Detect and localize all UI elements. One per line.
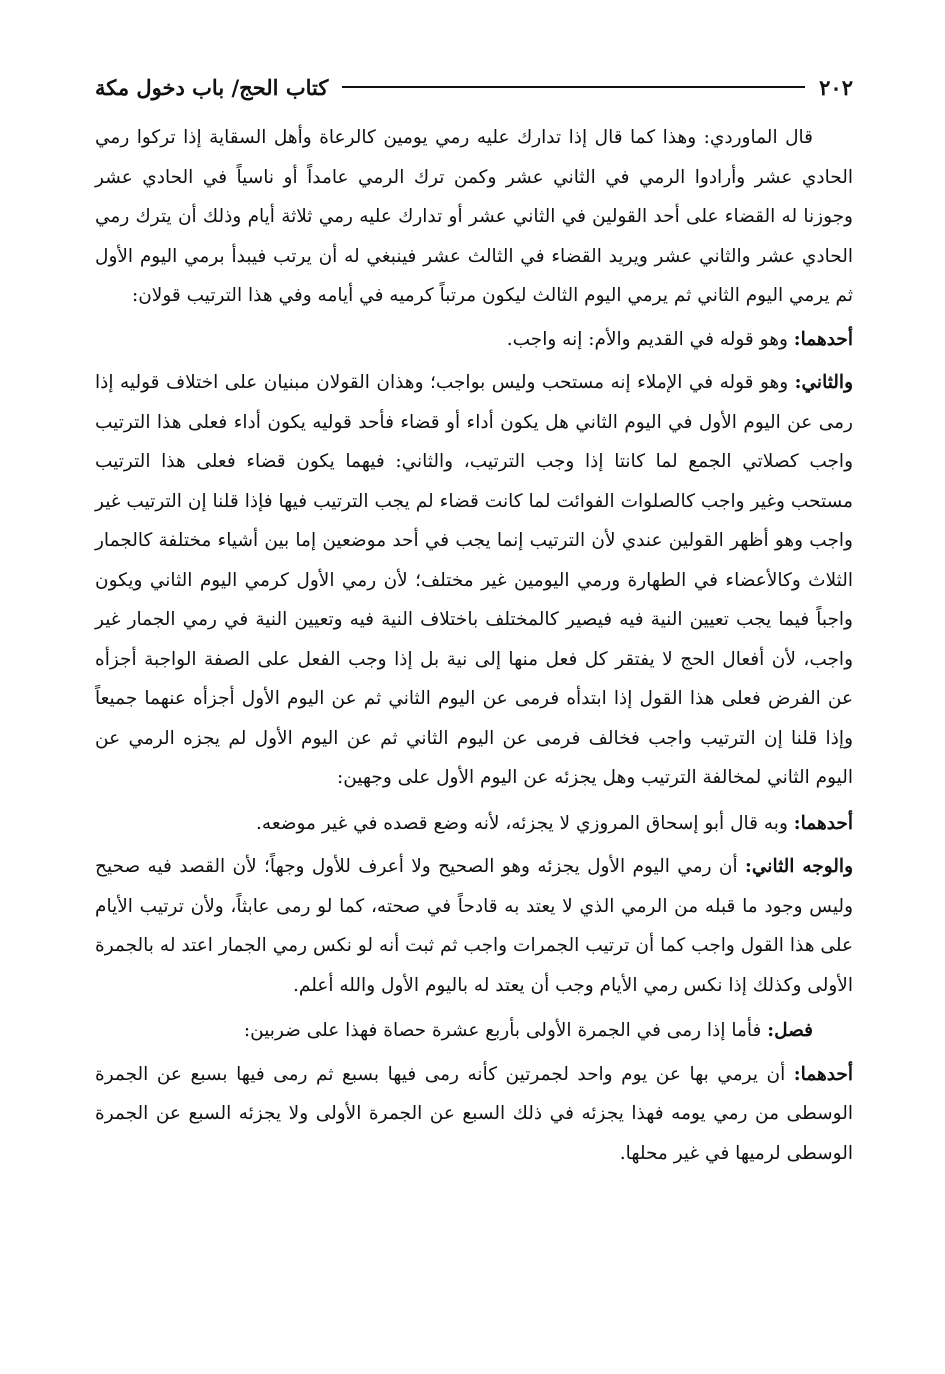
paragraph (95, 1011, 853, 1051)
paragraph-lead: والثاني: (794, 372, 853, 393)
paragraph (95, 1055, 853, 1174)
paragraph (95, 847, 853, 1005)
paragraph-lead: أحدهما: (793, 328, 853, 350)
paragraph-text: وهو قوله في الإملاء إنه مستحب وليس بواجب؛ وهذان القولان مبنيان على اختلاف قوليه إذا رمى عن اليوم الأول في اليوم الثاني هل يكون أداء أو قضاء فأحد قوليه يكون أداء فعلى هذا الترتيب واجب كصلاتي الجمع لما كانتا إذا وجب الترتيب، والثاني: فيهما يكون قضاء فعلى هذا الترتيب مستحب وغير واجب كالصلوات الفوائت لما كانت قضاء لم يجب الترتيب فيها فإذا قلنا إن الترتيب غير واجب وهو أظهر القولين عندي لأن الترتيب إنما يجب في أحد موضعين إما بين أشياء مختلفة كالجمار الثلاث وكالأعضاء في الطهارة ورمي اليومين غير مختلف؛ لأن رمي الأول كرمي اليوم الثاني ويكون واجباً فيما يجب تعيين النية فيه فيصير كالمختلف باختلاف النية فيه وتعيين النية في رمي الجمار غير واجب، لأن أفعال الحج لا يفتقر كل فعل منها إلى نية بل إذا وجب الفعل على الصفة الواجبة أجزأه عن الفرض فعلى هذا القول إذا ابتدأه فرمى عن اليوم الثاني ثم عن اليوم الأول أجزأه عنهما جميعاً وإذا قلنا إن الترتيب واجب فخالف فرمى عن اليوم الثاني ثم عن اليوم الأول لم يجزه الرمي عن اليوم الثاني لمخالفة الترتيب وهل يجزئه عن اليوم الأول على وجهين: (95, 372, 853, 788)
header-rule (342, 86, 805, 88)
paragraph-text: وهو قوله في القديم والأم: إنه واجب. (506, 328, 788, 350)
paragraph (95, 118, 853, 316)
paragraph-text: قال الماوردي: وهذا كما قال إذا تدارك عليه رمي يومين كالرعاة وأهل السقاية إذا تركوا رمي الحادي عشر وأرادوا الرمي في الثاني عشر وكمن ترك الرمي عامداً أو ناسياً في الحادي عشر وجوزنا له القضاء على أحد القولين في الثاني عشر أو تدارك عليه رمي ثلاثة أيام وذلك أن يترك رمي الحادي عشر والثاني عشر ويريد القضاء في الثالث عشر فينبغي له أن يرتب فيبدأ برمي اليوم الأول ثم يرمي اليوم الثاني ثم يرمي اليوم الثالث ليكون مرتباً كرميه في أيامه وفي هذا الترتيب قولان: (95, 127, 853, 306)
running-title: كتاب الحج/ باب دخول مكة (95, 74, 329, 100)
paragraph-text: وبه قال أبو إسحاق المروزي لا يجزئه، لأنه وضع قصده في غير موضعه. (256, 812, 788, 834)
paragraph-lead: فصل: (767, 1020, 813, 1041)
paragraph-lead: أحدهما: (793, 812, 853, 834)
page-body (95, 118, 853, 1173)
paragraph-text: أن رمي اليوم الأول يجزئه وهو الصحيح ولا أعرف للأول وجهاً؛ لأن القصد فيه صحيح وليس وجود ما قبله من الرمي الذي لا يعتد به قادحاً في صحته، كما لو رمى عابثاً، ولأن ترتيب الأيام على هذا القول واجب كما أن ترتيب الجمرات واجب ثم ثبت أنه لو نكس رمي الجمار اعتد له بالجمرة الأولى وكذلك إذا نكس رمي الأيام وجب أن يعتد له باليوم الأول والله أعلم. (95, 856, 854, 996)
paragraph-text: أن يرمي بها عن يوم واحد لجمرتين كأنه رمى فيها بسبع ثم رمى فيها بسبع عن الجمرة الوسطى من رمي يومه فهذا يجزئه في ذلك السبع عن الجمرة الأولى ولا يجزئه السبع عن الجمرة الوسطى لرميها في غير محلها. (95, 1063, 853, 1164)
paragraph-lead: والوجه الثاني: (745, 856, 853, 877)
paragraph-text: فأما إذا رمى في الجمرة الأولى بأربع عشرة حصاة فهذا على ضربين: (243, 1020, 762, 1041)
paragraph (95, 320, 853, 360)
page-header (95, 70, 853, 104)
page-number: ٢٠٢ (819, 74, 853, 100)
paragraph (95, 363, 853, 798)
paragraph (95, 804, 853, 844)
paragraph-lead: أحدهما: (793, 1063, 853, 1085)
